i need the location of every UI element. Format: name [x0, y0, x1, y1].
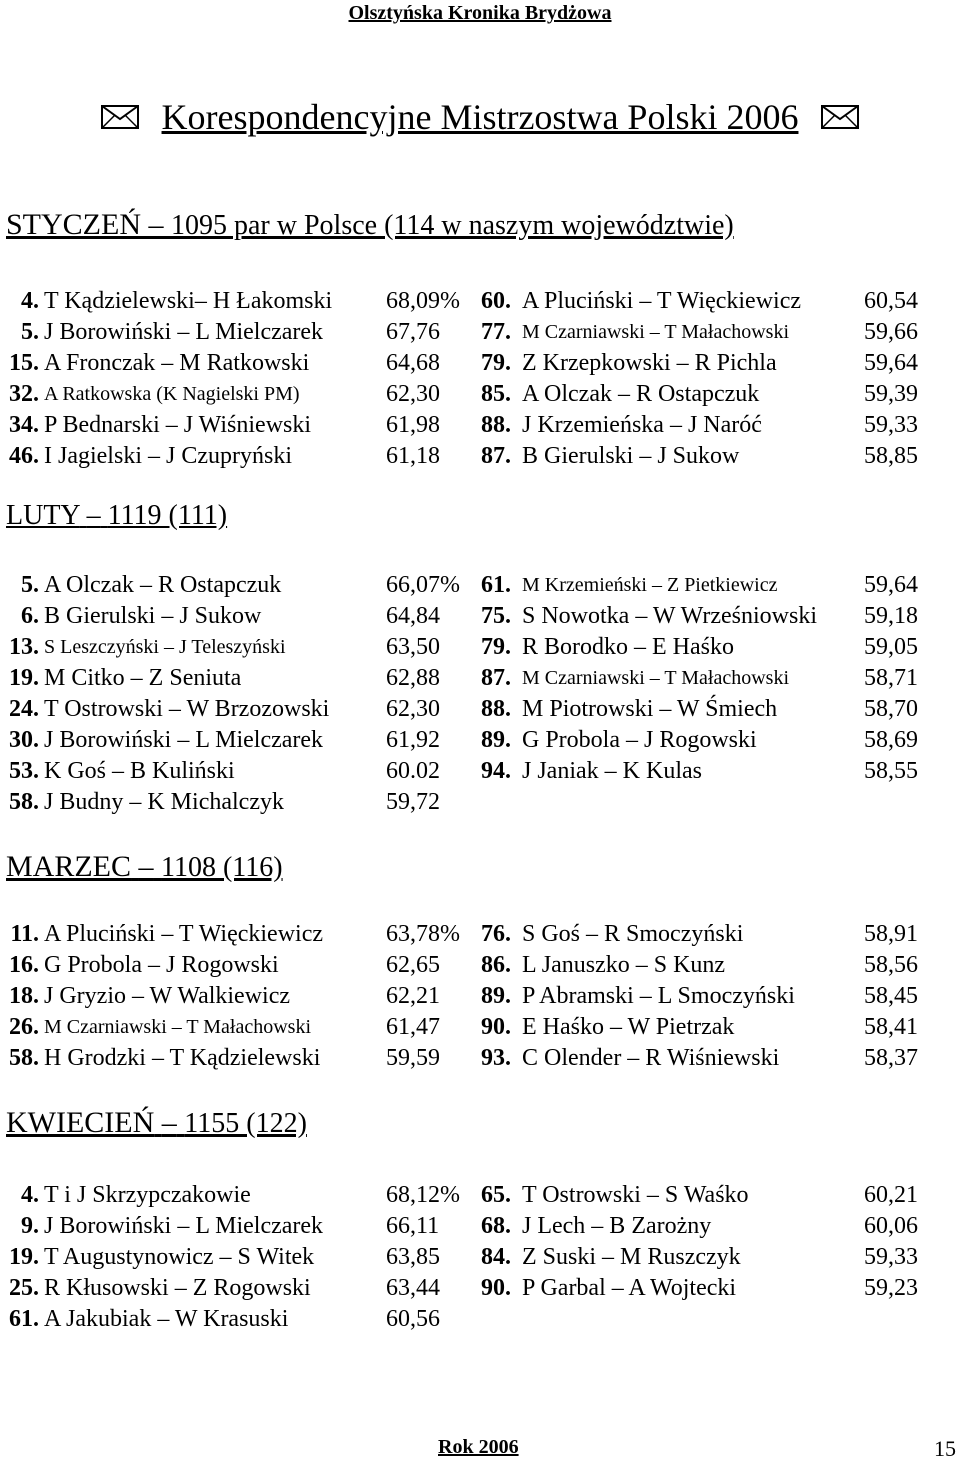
result-row: [0, 981, 960, 1012]
month-name: LUTY: [6, 500, 80, 531]
result-row: [0, 1273, 960, 1304]
rank-number: 61.: [481, 572, 511, 598]
pair-names: P Abramski – L Smoczyński: [522, 983, 795, 1009]
pair-names: K Goś – B Kuliński: [44, 758, 235, 784]
score: 59,66: [864, 319, 918, 345]
pair-names: S Nowotka – W Wrześniowski: [522, 603, 818, 629]
score: 61,18: [386, 443, 440, 469]
pair-names: M Citko – Z Seniuta: [44, 665, 242, 691]
score: 61,47: [386, 1014, 440, 1040]
pair-count: 1095 par w Polsce (114 w naszym województwie): [171, 210, 734, 241]
rank-number: 85.: [481, 381, 511, 407]
result-row: [0, 919, 960, 950]
score: 58,85: [864, 443, 918, 469]
rank-number: 5.: [21, 319, 39, 345]
pair-names: J Krzemieńska – J Naróć: [522, 412, 762, 438]
rank-number: 11.: [10, 921, 39, 947]
result-row: [0, 286, 960, 317]
pair-names: M Czarniawski – T Małachowski: [522, 321, 790, 343]
rank-number: 13.: [9, 634, 39, 660]
result-row: [0, 317, 960, 348]
result-row: [0, 1211, 960, 1242]
rank-number: 61.: [9, 1306, 39, 1332]
score: 59,33: [864, 412, 918, 438]
pair-names: Z Suski – M Ruszczyk: [522, 1244, 741, 1270]
pair-names: J Borowiński – L Mielczarek: [44, 1213, 324, 1239]
section-heading-kwiecien: [6, 1106, 307, 1140]
pair-names: S Goś – R Smoczyński: [522, 921, 744, 947]
score: 67,76: [386, 319, 440, 345]
dash: –: [148, 208, 164, 241]
pair-names: Z Krzepkowski – R Pichla: [522, 350, 777, 376]
rank-number: 4.: [21, 1182, 39, 1208]
result-row: [0, 1043, 960, 1074]
pair-names: J Budny – K Michalczyk: [44, 789, 284, 815]
dash: –: [161, 1106, 177, 1139]
score: 58,70: [864, 696, 918, 722]
score: 58,41: [864, 1014, 918, 1040]
pair-names: T Augustynowicz – S Witek: [44, 1244, 315, 1270]
score: 60.02: [386, 758, 440, 784]
rank-number: 88.: [481, 412, 511, 438]
rank-number: 18.: [9, 983, 39, 1009]
pair-names: J Borowiński – L Mielczarek: [44, 319, 324, 345]
score: 66,11: [386, 1213, 440, 1239]
score: 68,12%: [386, 1182, 460, 1208]
score: 68,09%: [386, 288, 460, 314]
main-title-row: [60, 94, 900, 140]
pair-names: T Kądzielewski– H Łakomski: [44, 288, 333, 314]
rank-number: 6.: [21, 603, 39, 629]
rank-number: 87.: [481, 443, 511, 469]
footer-year: Rok 2006: [438, 1436, 519, 1458]
rank-number: 60.: [481, 288, 511, 314]
pair-names: B Gierulski – J Sukow: [522, 443, 740, 469]
pair-names: E Haśko – W Pietrzak: [522, 1014, 735, 1040]
rank-number: 19.: [9, 1244, 39, 1270]
score: 63,78%: [386, 921, 460, 947]
month-name: MARZEC: [6, 850, 132, 883]
pair-names: M Krzemieński – Z Pietkiewicz: [522, 574, 778, 596]
score: 58,37: [864, 1045, 918, 1071]
rank-number: 34.: [9, 412, 39, 438]
pair-names: G Probola – J Rogowski: [522, 727, 757, 753]
score: 59,39: [864, 381, 918, 407]
result-row: [0, 725, 960, 756]
pair-names: R Borodko – E Haśko: [522, 634, 734, 660]
score: 62,21: [386, 983, 440, 1009]
pair-names: A Jakubiak – W Krasuski: [44, 1306, 289, 1332]
pair-names: A Pluciński – T Więckiewicz: [522, 288, 801, 314]
rank-number: 9.: [21, 1213, 39, 1239]
rank-number: 89.: [481, 983, 511, 1009]
result-row: [0, 379, 960, 410]
score: 59,05: [864, 634, 918, 660]
rank-number: 90.: [481, 1275, 511, 1301]
result-row: [0, 348, 960, 379]
rank-number: 58.: [9, 789, 39, 815]
pair-names: J Lech – B Zarożny: [522, 1213, 712, 1239]
pair-names: I Jagielski – J Czupryński: [44, 443, 292, 469]
result-row: [0, 756, 960, 787]
pair-names: L Januszko – S Kunz: [522, 952, 726, 978]
pair-names: P Garbal – A Wojtecki: [522, 1275, 737, 1301]
score: 66,07%: [386, 572, 460, 598]
score: 58,45: [864, 983, 918, 1009]
score: 63,50: [386, 634, 440, 660]
rank-number: 4.: [21, 288, 39, 314]
pair-names: P Bednarski – J Wiśniewski: [44, 412, 312, 438]
rank-number: 53.: [9, 758, 39, 784]
pair-names: C Olender – R Wiśniewski: [522, 1045, 780, 1071]
score: 61,92: [386, 727, 440, 753]
score: 59,72: [386, 789, 440, 815]
pair-names: B Gierulski – J Sukow: [44, 603, 262, 629]
result-row: [0, 1242, 960, 1273]
pair-count: 1155 (122): [184, 1108, 307, 1139]
result-row: [0, 663, 960, 694]
rank-number: 86.: [481, 952, 511, 978]
pair-names: T Ostrowski – S Waśko: [522, 1182, 749, 1208]
pair-names: R Kłusowski – Z Rogowski: [44, 1275, 311, 1301]
result-row: [0, 1180, 960, 1211]
rank-number: 30.: [9, 727, 39, 753]
rank-number: 84.: [481, 1244, 511, 1270]
dash: –: [138, 850, 154, 883]
score: 59,33: [864, 1244, 918, 1270]
score: 59,64: [864, 350, 918, 376]
score: 62,88: [386, 665, 440, 691]
pair-count: 1108 (116): [161, 852, 283, 883]
pair-names: A Pluciński – T Więckiewicz: [44, 921, 323, 947]
pair-names: H Grodzki – T Kądzielewski: [44, 1045, 321, 1071]
section-heading-luty: [6, 500, 227, 532]
pair-names: M Czarniawski – T Małachowski: [44, 1016, 312, 1038]
pair-names: A Fronczak – M Ratkowski: [44, 350, 310, 376]
score: 64,84: [386, 603, 440, 629]
rank-number: 24.: [9, 696, 39, 722]
envelope-icon: [100, 102, 140, 132]
pair-names: M Czarniawski – T Małachowski: [522, 667, 790, 689]
score: 60,06: [864, 1213, 918, 1239]
result-row: [0, 601, 960, 632]
section-heading-styczen: [6, 208, 734, 242]
pair-names: A Ratkowska (K Nagielski PM): [44, 383, 300, 405]
score: 59,23: [864, 1275, 918, 1301]
rank-number: 87.: [481, 665, 511, 691]
score: 64,68: [386, 350, 440, 376]
rank-number: 75.: [481, 603, 511, 629]
rank-number: 88.: [481, 696, 511, 722]
score: 61,98: [386, 412, 440, 438]
score: 60,56: [386, 1306, 440, 1332]
score: 62,30: [386, 696, 440, 722]
rank-number: 19.: [9, 665, 39, 691]
score: 60,21: [864, 1182, 918, 1208]
pair-names: T Ostrowski – W Brzozowski: [44, 696, 330, 722]
rank-number: 77.: [481, 319, 511, 345]
pair-names: A Olczak – R Ostapczuk: [44, 572, 282, 598]
pair-names: M Piotrowski – W Śmiech: [522, 696, 778, 722]
pair-names: G Probola – J Rogowski: [44, 952, 279, 978]
score: 63,44: [386, 1275, 440, 1301]
rank-number: 46.: [9, 443, 39, 469]
running-header: Olsztyńska Kronika Brydżowa: [348, 2, 612, 24]
score: 63,85: [386, 1244, 440, 1270]
rank-number: 26.: [9, 1014, 39, 1040]
score: 59,18: [864, 603, 918, 629]
section-heading-marzec: [6, 850, 283, 884]
rank-number: 58.: [9, 1045, 39, 1071]
score: 58,55: [864, 758, 918, 784]
rank-number: 16.: [9, 952, 39, 978]
result-row: [0, 950, 960, 981]
score: 60,54: [864, 288, 918, 314]
rank-number: 25.: [9, 1275, 39, 1301]
score: 58,91: [864, 921, 918, 947]
score: 58,71: [864, 665, 918, 691]
score: 59,64: [864, 572, 918, 598]
month-name: KWIECIEŃ: [6, 1106, 155, 1139]
rank-number: 93.: [481, 1045, 511, 1071]
rank-number: 32.: [9, 381, 39, 407]
rank-number: 90.: [481, 1014, 511, 1040]
result-row: [0, 1012, 960, 1043]
page-number: 15: [934, 1436, 956, 1461]
page-footer: [0, 1436, 960, 1462]
pair-names: A Olczak – R Ostapczuk: [522, 381, 760, 407]
rank-number: 65.: [481, 1182, 511, 1208]
rank-number: 89.: [481, 727, 511, 753]
result-row: [0, 1304, 960, 1335]
result-row: [0, 410, 960, 441]
pair-names: J Janiak – K Kulas: [522, 758, 702, 784]
pair-names: J Gryzio – W Walkiewicz: [44, 983, 291, 1009]
result-row: [0, 632, 960, 663]
result-row: [0, 694, 960, 725]
dash: –: [86, 500, 101, 531]
rank-number: 15.: [9, 350, 39, 376]
rank-number: 79.: [481, 350, 511, 376]
envelope-icon: [820, 102, 860, 132]
rank-number: 68.: [481, 1213, 511, 1239]
rank-number: 76.: [481, 921, 511, 947]
pair-names: T i J Skrzypczakowie: [44, 1182, 251, 1208]
pair-names: S Leszczyński – J Teleszyński: [44, 636, 286, 658]
rank-number: 94.: [481, 758, 511, 784]
month-name: STYCZEŃ: [6, 208, 141, 241]
score: 59,59: [386, 1045, 440, 1071]
pair-names: J Borowiński – L Mielczarek: [44, 727, 324, 753]
pair-count: 1119 (111): [107, 500, 228, 531]
score: 62,30: [386, 381, 440, 407]
rank-number: 5.: [21, 572, 39, 598]
result-row: [0, 570, 960, 601]
result-row: [0, 441, 960, 472]
rank-number: 79.: [481, 634, 511, 660]
result-row: [0, 787, 960, 818]
score: 58,69: [864, 727, 918, 753]
score: 62,65: [386, 952, 440, 978]
score: 58,56: [864, 952, 918, 978]
main-title: Korespondencyjne Mistrzostwa Polski 2006: [161, 97, 799, 137]
